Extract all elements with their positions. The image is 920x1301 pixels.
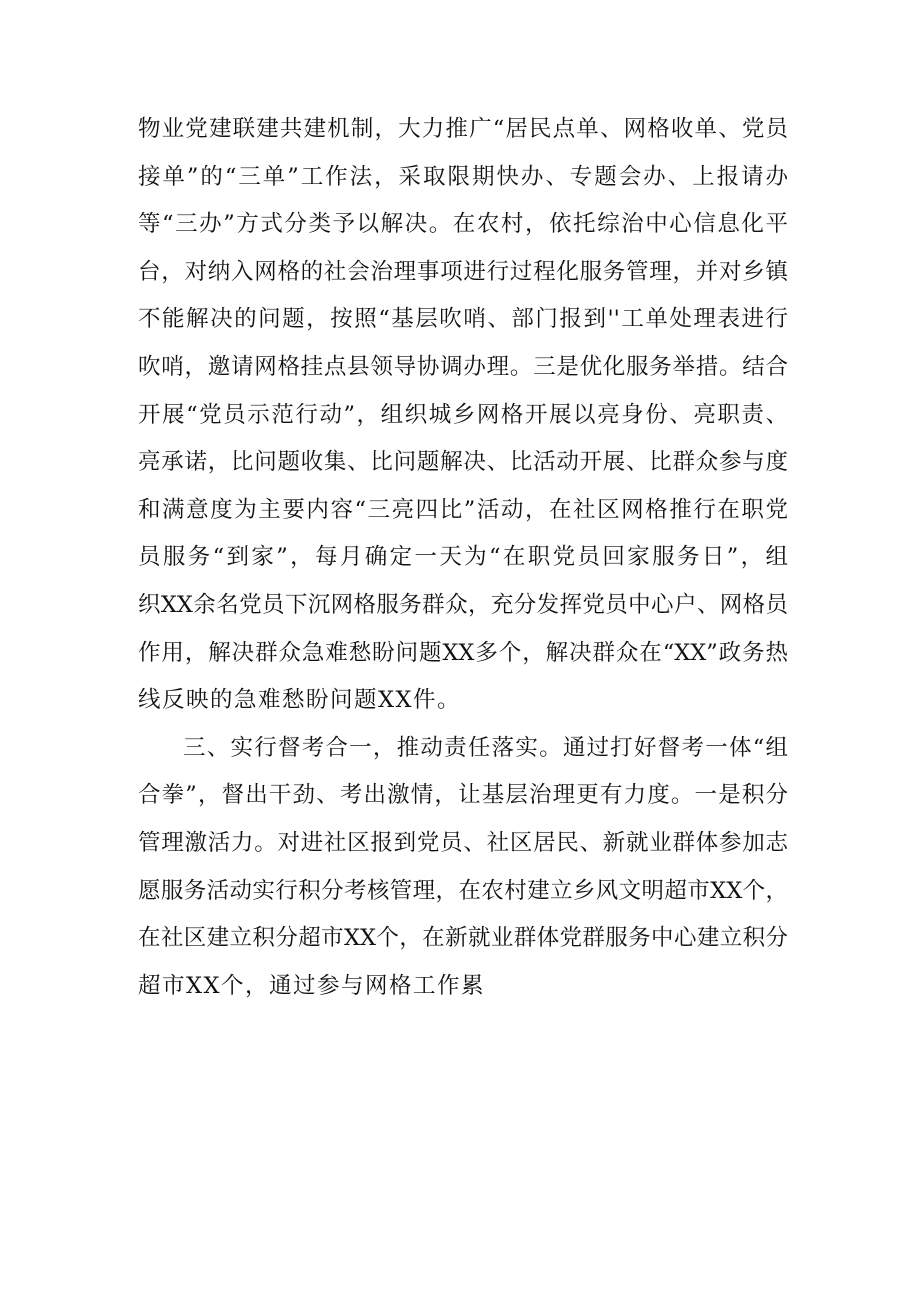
text-line: 不能解决的问题，按照“基层吹哨、部门报到''工单处理表进行 xyxy=(138,306,788,333)
document-body xyxy=(138,106,788,1010)
text-line: 管理激活力。对进社区报到党员、社区居民、新就业群体参加志 xyxy=(138,829,788,856)
text-line: 在社区建立积分超市XX个，在新就业群体党群服务中心建立积分 xyxy=(138,925,788,952)
text-line: 合拳”，督出干劲、考出激情，让基层治理更有力度。一是积分 xyxy=(138,782,788,809)
text-line: 接单”的“三单”工作法，采取限期快办、专题会办、上报请办 xyxy=(138,163,788,190)
paragraph-1 xyxy=(138,106,788,725)
text-line: 台，对纳入网格的社会治理事项进行过程化服务管理，并对乡镇 xyxy=(138,258,788,285)
text-line: 吹哨，邀请网格挂点县领导协调办理。三是优化服务举措。结合 xyxy=(138,353,788,380)
text-line: 作用，解决群众急难愁盼问题XX多个，解决群众在“XX”政务热 xyxy=(138,639,788,666)
text-line: 织XX余名党员下沉网格服务群众，充分发挥党员中心户、网格员 xyxy=(138,591,788,618)
text-line: 物业党建联建共建机制，大力推广“居民点单、网格收单、党员 xyxy=(138,116,788,142)
text-line: 愿服务活动实行积分考核管理，在农村建立乡风文明超市XX个， xyxy=(138,877,788,904)
text-line: 和满意度为主要内容“三亮四比”活动，在社区网格推行在职党 xyxy=(138,496,788,523)
text-line: 等“三办”方式分类予以解决。在农村，依托综治中心信息化平 xyxy=(138,211,788,238)
section-heading-line: 三、实行督考合一，推动责任落实。通过打好督考一体“组 xyxy=(183,734,788,761)
paragraph-2 xyxy=(138,725,788,1011)
text-line: 亮承诺，比问题收集、比问题解决、比活动开展、比群众参与度 xyxy=(138,449,788,476)
text-line-last: 超市XX个，通过参与网格工作累 xyxy=(138,972,486,999)
text-line: 员服务“到家”，每月确定一天为“在职党员回家服务日”，组 xyxy=(138,544,788,571)
text-line: 开展“党员示范行动”，组织城乡网格开展以亮身份、亮职责、 xyxy=(138,401,788,428)
text-line-last: 线反映的急难愁盼问题XX件。 xyxy=(138,687,462,714)
